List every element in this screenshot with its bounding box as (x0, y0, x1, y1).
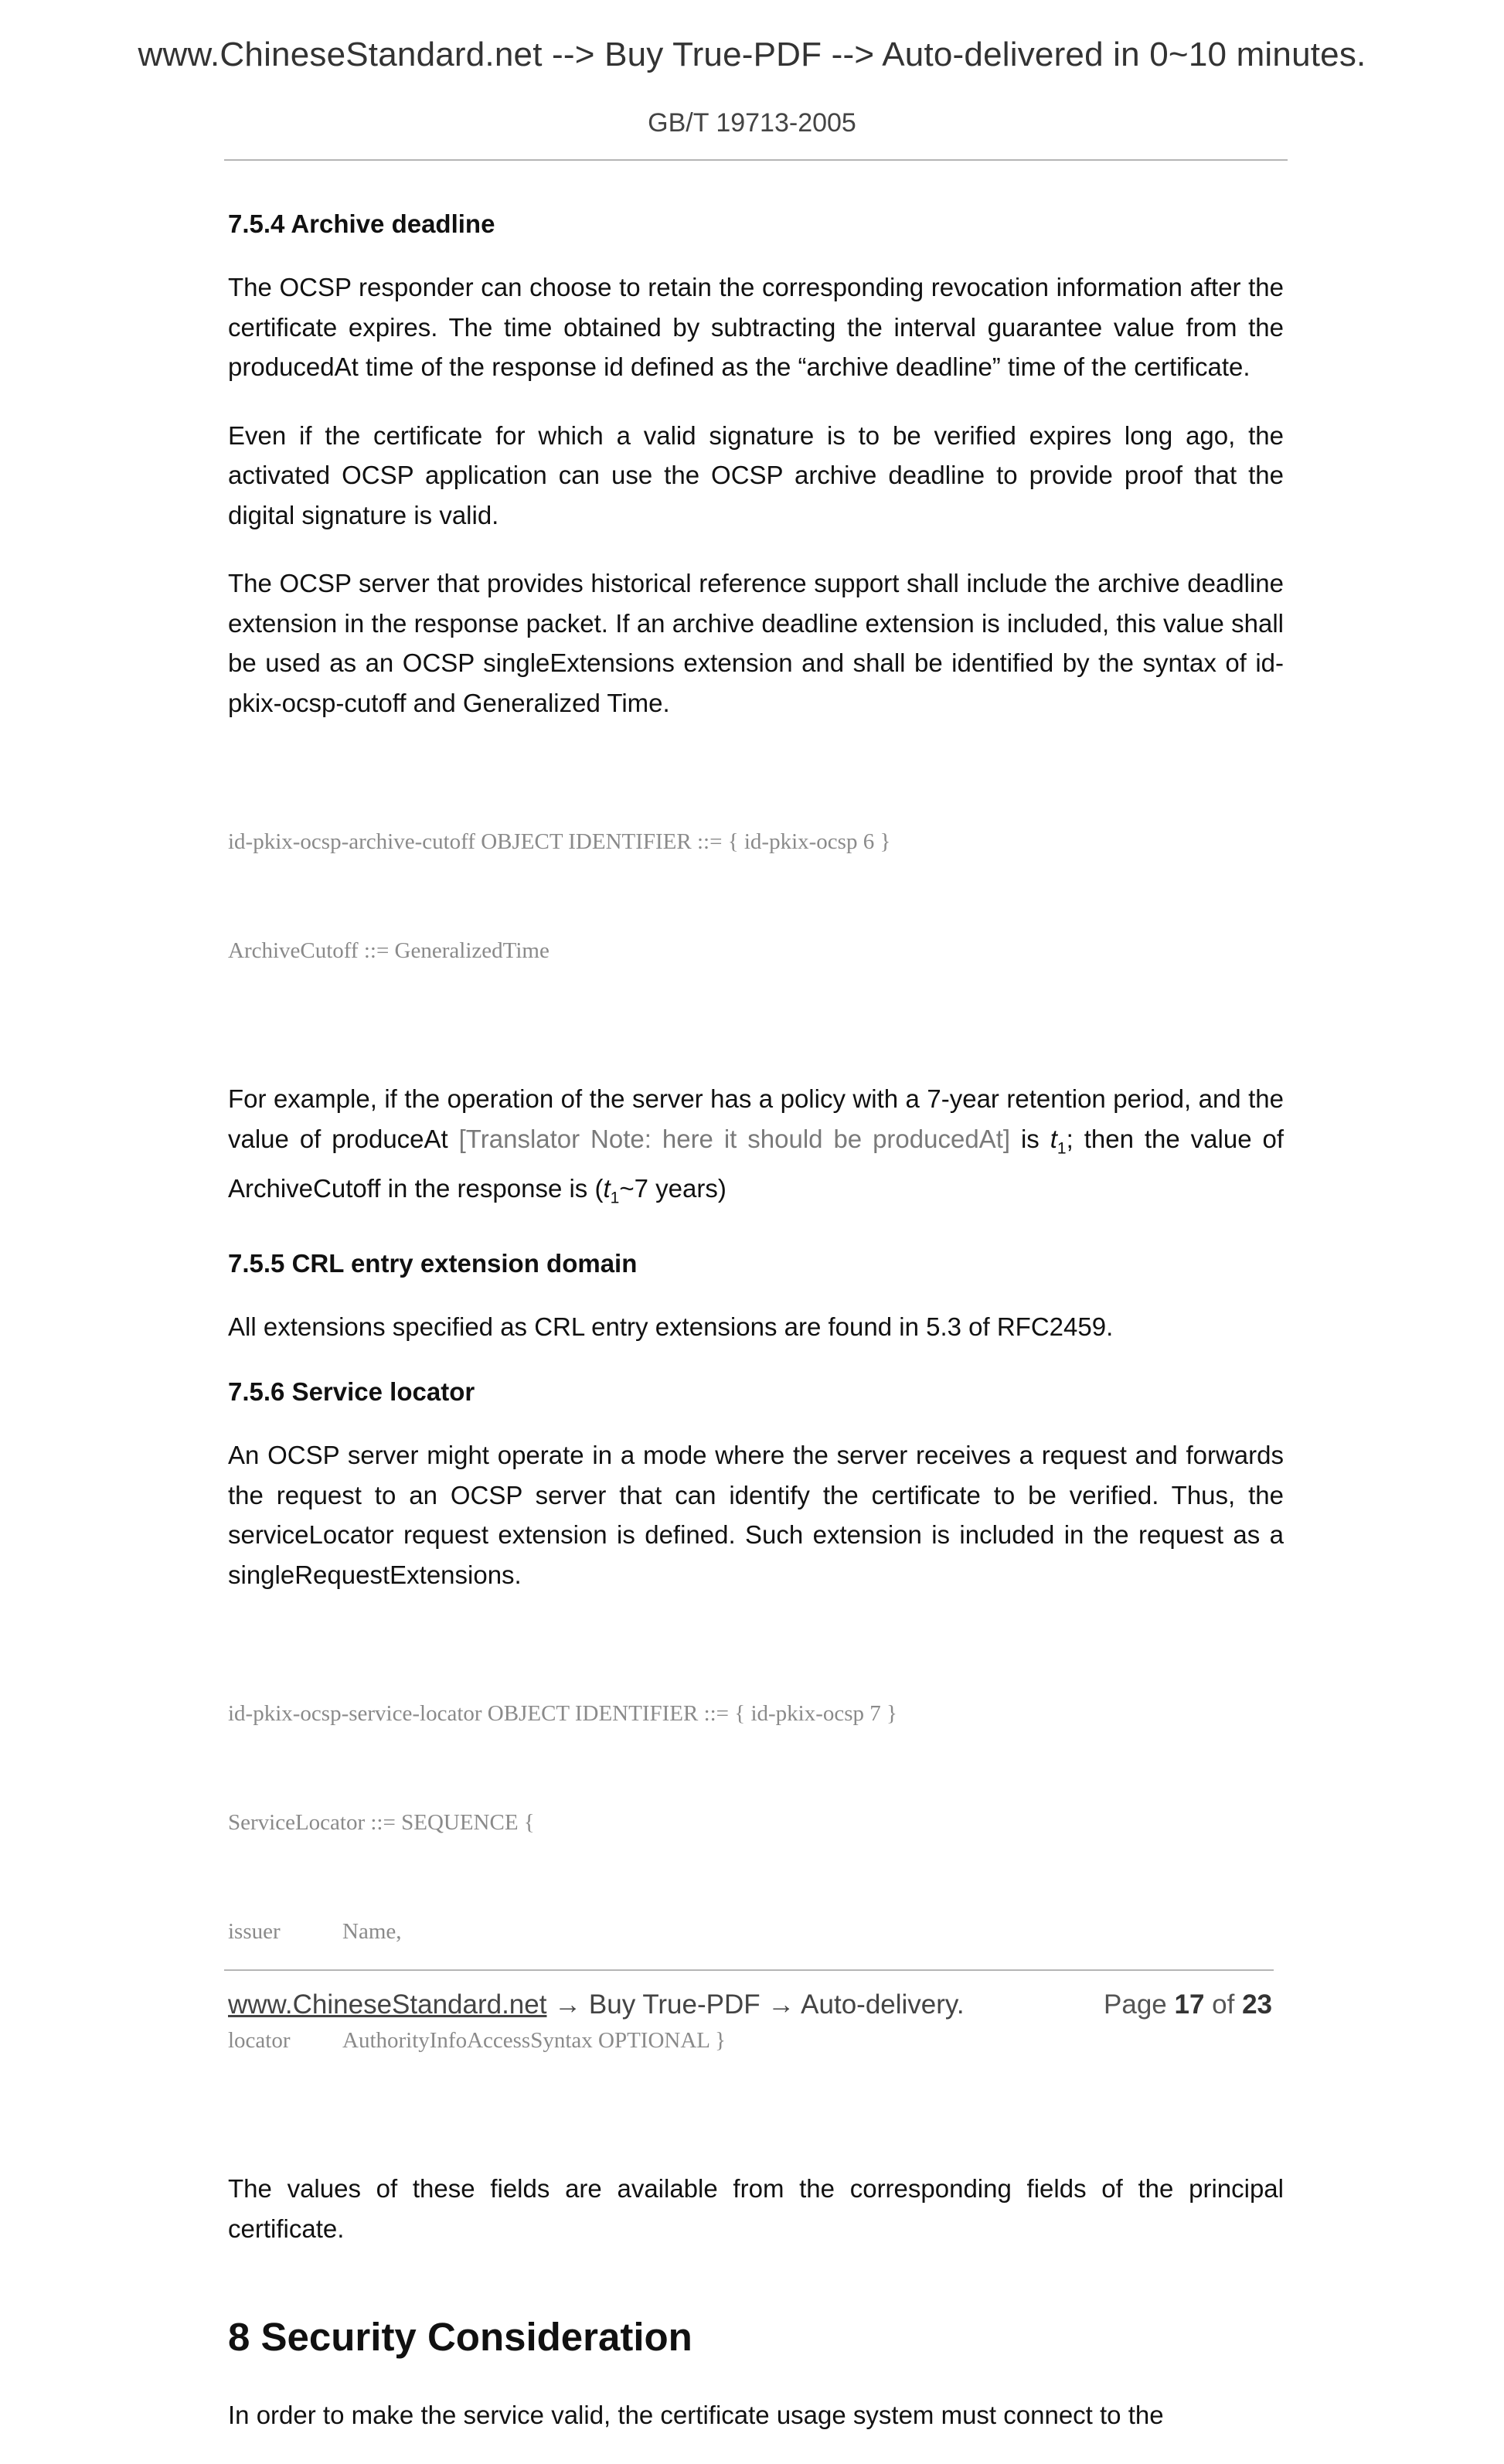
header-divider (224, 159, 1288, 161)
heading-7-5-6: 7.5.6 Service locator (228, 1377, 475, 1407)
page-total: 23 (1242, 1989, 1272, 2020)
paragraph: The OCSP server that provides historical reference support shall include the archive deadline extension in the response packet. If an archive deadline extension is included, this value shall be used as an OCSP singleExtensions extension and shall be identified by the syntax of id-pkix-ocsp-cutoff and Generalized Time. (228, 569, 1284, 717)
variable-t: t (603, 1173, 611, 1203)
paragraph: Even if the certificate for which a valid signature is to be verified expires long ago, the activated OCSP application can use the OCSP archive deadline to provide proof that the digital signature is valid. (228, 420, 1284, 529)
asn1-code-block-service-locator (228, 1623, 1284, 2132)
text-run: ; then the value of ArchiveCutoff in the response is ( (228, 1124, 1285, 1203)
footer-site-link[interactable]: www.ChineseStandard.net (228, 1989, 547, 2020)
footer-text: → Buy True-PDF → Auto-delivery. (546, 1989, 965, 2020)
code-field-value: AuthorityInfoAccessSyntax OPTIONAL } (342, 2028, 726, 2054)
heading-8: 8 Security Consideration (228, 2315, 692, 2360)
top-banner[interactable]: www.ChineseStandard.net --> Buy True-PDF --> Auto-delivered in 0~10 minutes. (138, 36, 1366, 73)
code-line: ArchiveCutoff ::= GeneralizedTime (228, 938, 550, 963)
footer-links (228, 1989, 965, 2020)
text-run: For example, if the operation of the server has a policy with a 7-year retention period, and the value of produceAt (228, 1084, 1284, 1153)
code-line: ServiceLocator ::= SEQUENCE { (228, 1810, 535, 1836)
text-run: is (1010, 1124, 1050, 1153)
subscript: 1 (1057, 1139, 1067, 1158)
page-indicator (1104, 1989, 1272, 2020)
code-field-value: Name, (342, 1919, 402, 1945)
paragraph: In order to make the service valid, the certificate usage system must connect to the (228, 2401, 1164, 2430)
code-field-label: issuer (228, 1919, 281, 1945)
of-label: of (1204, 1989, 1243, 2020)
paragraph: The values of these fields are available from the corresponding fields of the principal certificate. (228, 2174, 1284, 2243)
page-content (228, 207, 1284, 2464)
code-line: id-pkix-ocsp-archive-cutoff OBJECT IDENTIFIER ::= { id-pkix-ocsp 6 } (228, 829, 891, 854)
translator-note: [Translator Note: here it should be producedAt] (458, 1124, 1011, 1153)
paragraph: The OCSP responder can choose to retain the corresponding revocation information after the certificate expires. The time obtained by subtracting the interval guarantee value from the producedAt time of the response id defined as the “archive deadline” time of the certificate. (228, 273, 1284, 381)
variable-t: t (1050, 1124, 1057, 1153)
paragraph-example (228, 1079, 1284, 1218)
page-label: Page (1104, 1989, 1175, 2020)
code-field-label: locator (228, 2028, 291, 2054)
paragraph: All extensions specified as CRL entry extensions are found in 5.3 of RFC2459. (228, 1312, 1114, 1341)
code-line-issuer (228, 1914, 1284, 1950)
page-number: 17 (1174, 1989, 1205, 2020)
code-line: id-pkix-ocsp-service-locator OBJECT IDENTIFIER ::= { id-pkix-ocsp 7 } (228, 1701, 897, 1727)
footer-divider (224, 1969, 1274, 1971)
document-code: GB/T 19713-2005 (648, 108, 856, 138)
text-run: ~7 years) (619, 1173, 726, 1203)
subscript: 1 (610, 1189, 620, 1207)
heading-7-5-5: 7.5.5 CRL entry extension domain (228, 1248, 638, 1278)
heading-7-5-4: 7.5.4 Archive deadline (228, 209, 495, 238)
code-line-locator (228, 2023, 1284, 2059)
asn1-code-block-archive-cutoff (228, 751, 1284, 1042)
paragraph: An OCSP server might operate in a mode where the server receives a request and forwards the request to an OCSP server that can identify the certificate to be verified. Thus, the serviceLocator request extension is defined. Such extension is included in the request as a singleRequestExtensions. (228, 1441, 1284, 1589)
